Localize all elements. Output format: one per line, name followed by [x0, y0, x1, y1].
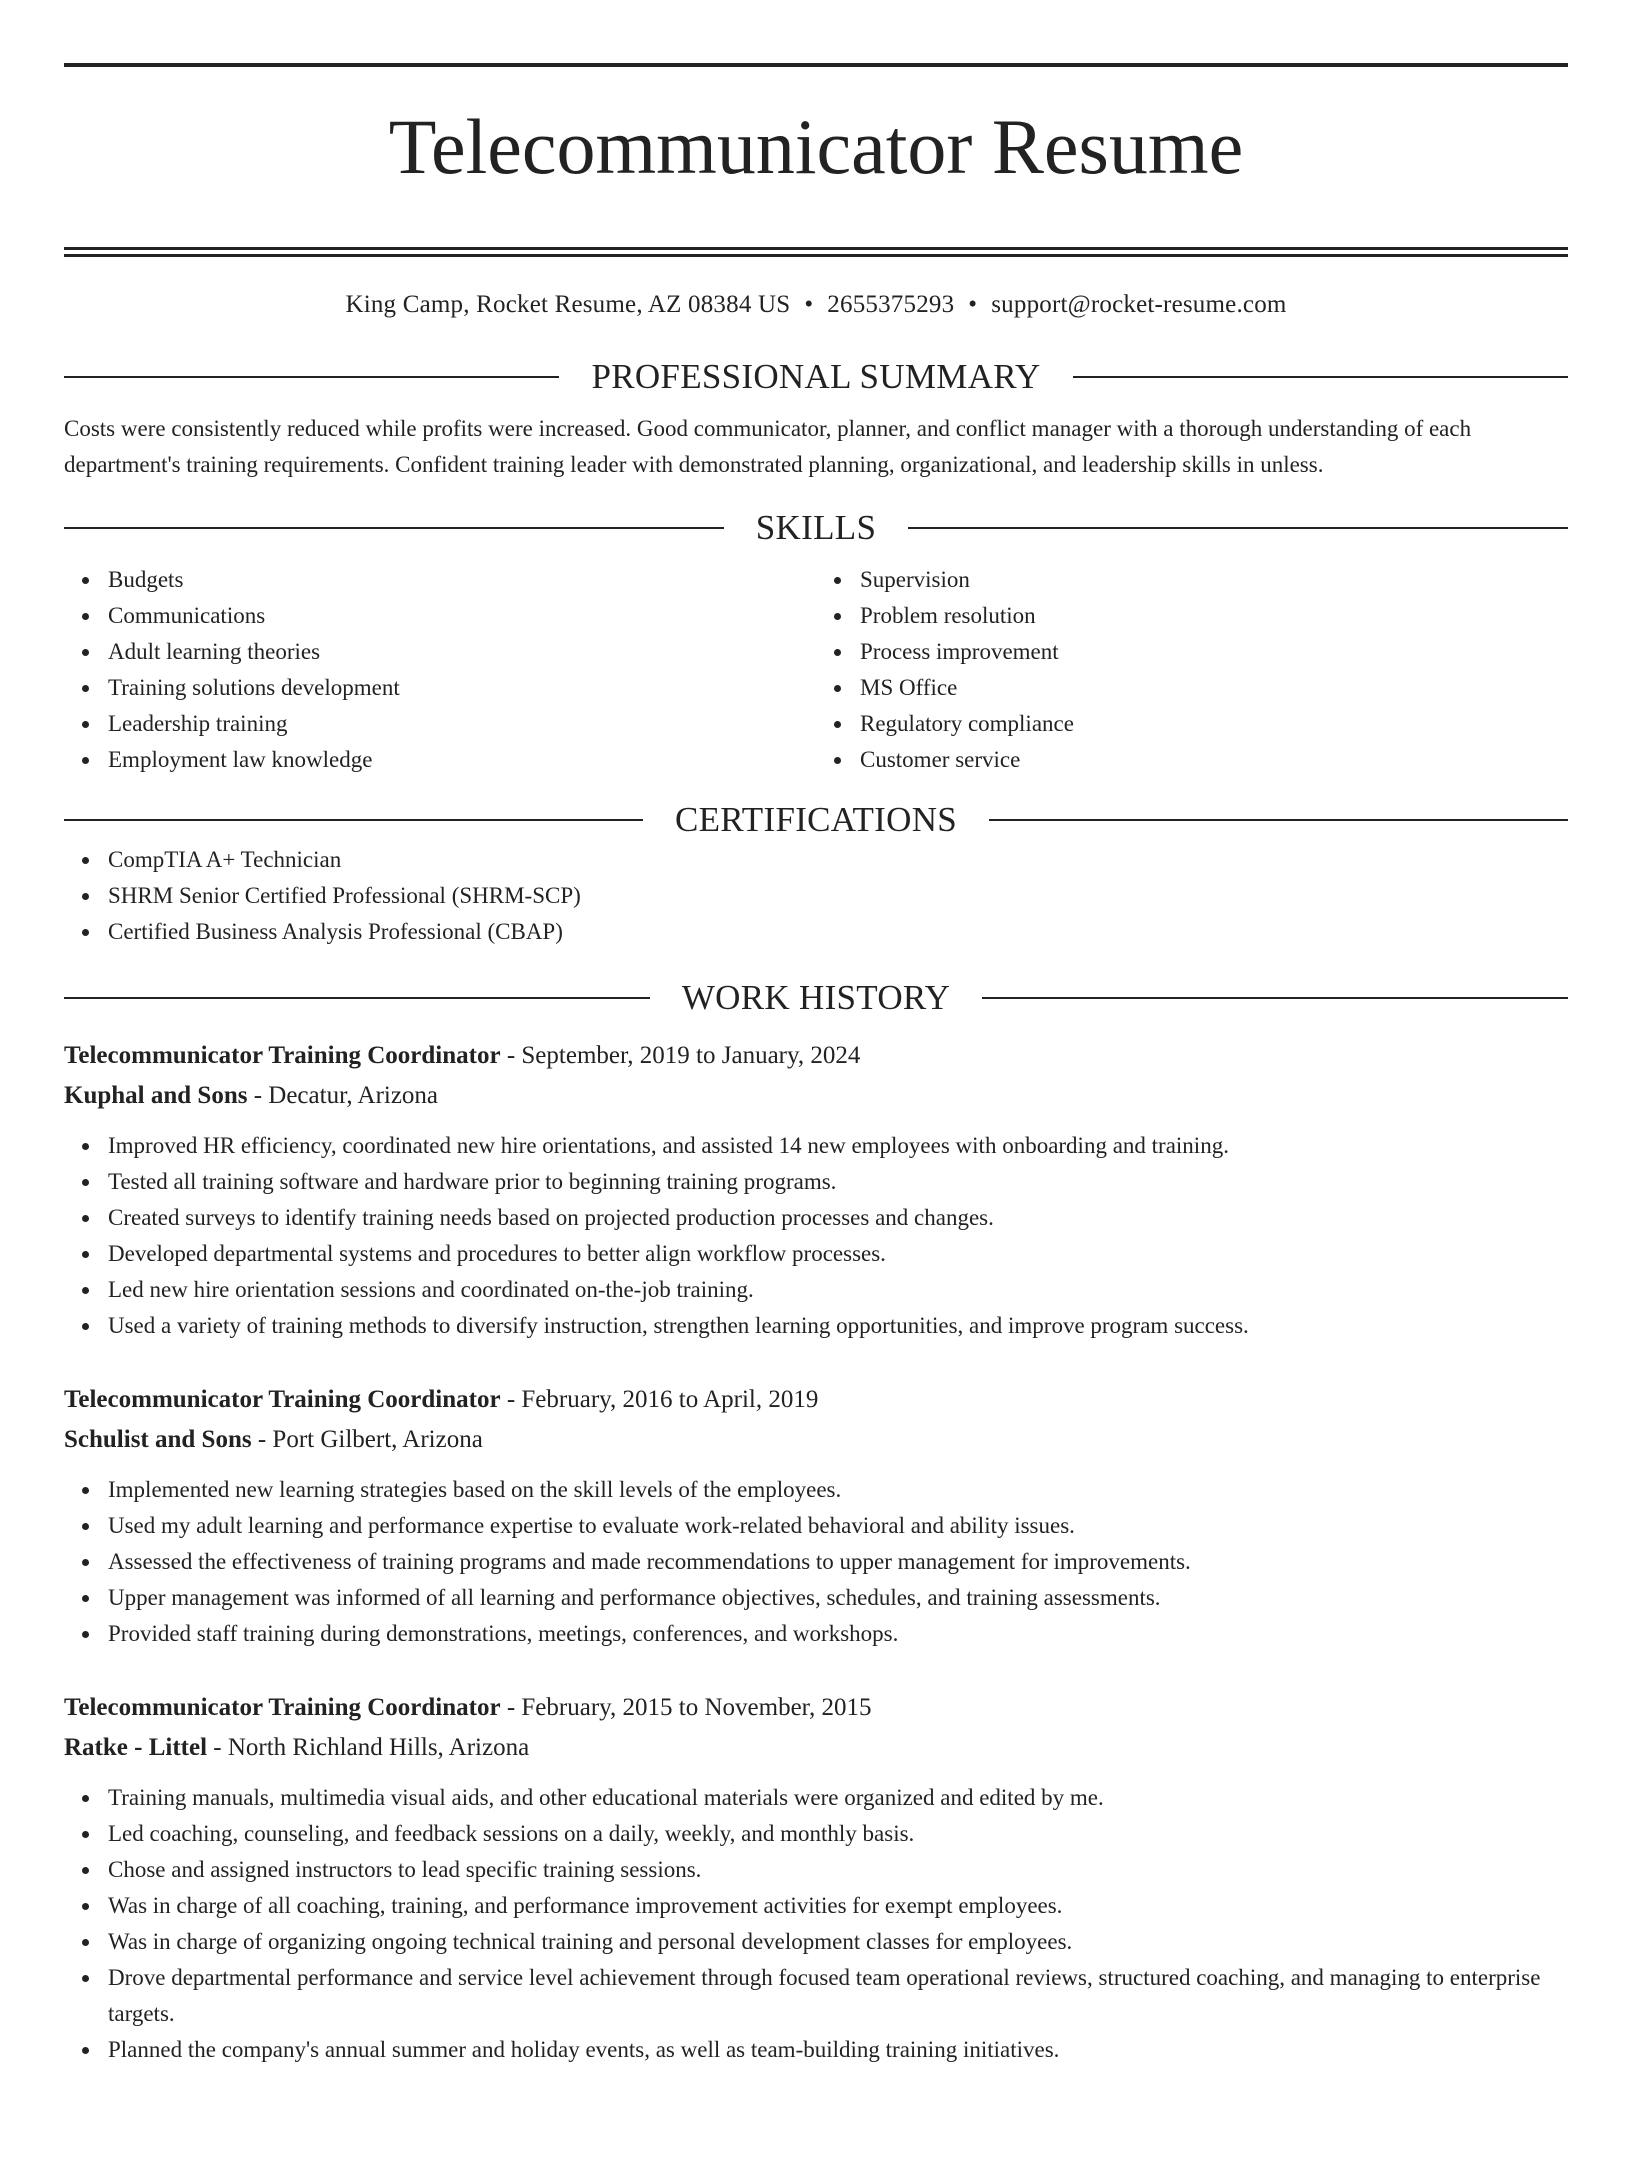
- job-location: - North Richland Hills, Arizona: [207, 1734, 530, 1762]
- section-header-certifications: [64, 798, 1568, 842]
- list-item: Led coaching, counseling, and feedback sessions on a daily, weekly, and monthly basis.: [108, 1816, 1568, 1852]
- summary-text: Costs were consistently reduced while profits were increased. Good communicator, planner, and conflict manager with a thorough understanding of each department's training requirements. Confident training leader with demonstrated planning, organizational, and leadership skills in unless.: [64, 416, 1472, 478]
- job-bullets: [64, 1128, 1568, 1344]
- list-item: CompTIA A+ Technician: [108, 842, 1568, 878]
- list-item: Created surveys to identify training needs based on projected production processes and changes.: [108, 1200, 1568, 1236]
- list-item: Was in charge of organizing ongoing technical training and personal development classes for employees.: [108, 1924, 1568, 1960]
- section-rule: [64, 819, 643, 821]
- list-item: Certified Business Analysis Professional (CBAP): [108, 914, 1568, 950]
- section-rule: [989, 819, 1568, 821]
- list-item: Chose and assigned instructors to lead specific training sessions.: [108, 1852, 1568, 1888]
- section-title-work-history: WORK HISTORY: [681, 978, 951, 1018]
- job-company-line: [64, 1728, 1568, 1768]
- section-title-summary: PROFESSIONAL SUMMARY: [591, 357, 1041, 397]
- list-item: Process improvement: [860, 634, 1568, 670]
- job-dates: - February, 2016 to April, 2019: [500, 1386, 819, 1414]
- list-item: SHRM Senior Certified Professional (SHRM-SCP): [108, 878, 1568, 914]
- certifications-list: [64, 842, 1568, 950]
- list-item: Employment law knowledge: [108, 742, 816, 778]
- resume-page: [0, 63, 1632, 2175]
- section-rule: [64, 997, 650, 999]
- skills-column-right: [816, 562, 1568, 778]
- skills-column-left: [64, 562, 816, 778]
- list-item: Tested all training software and hardware prior to beginning training programs.: [108, 1164, 1568, 1200]
- job-location: - Port Gilbert, Arizona: [251, 1426, 483, 1454]
- list-item: Developed departmental systems and procedures to better align workflow processes.: [108, 1236, 1568, 1272]
- list-item: Training manuals, multimedia visual aids, and other educational materials were organized and edited by me.: [108, 1780, 1568, 1816]
- list-item: Assessed the effectiveness of training programs and made recommendations to upper management for improvements.: [108, 1544, 1568, 1580]
- skills-list-left: [64, 562, 816, 778]
- list-item: Budgets: [108, 562, 816, 598]
- section-title-certifications: CERTIFICATIONS: [674, 800, 958, 840]
- list-item: Customer service: [860, 742, 1568, 778]
- top-rule: [64, 63, 1568, 67]
- job-company: Kuphal and Sons: [64, 1082, 248, 1110]
- list-item: Used a variety of training methods to diversify instruction, strengthen learning opportunities, and improve program success.: [108, 1308, 1568, 1344]
- section-title-skills: SKILLS: [755, 508, 877, 548]
- job-bullets: [64, 1472, 1568, 1652]
- job-entry: [64, 1380, 1568, 1652]
- list-item: Was in charge of all coaching, training, and performance improvement activities for exempt employees.: [108, 1888, 1568, 1924]
- section-rule: [64, 527, 724, 529]
- contact-separator: •: [968, 291, 978, 319]
- contact-email: support@rocket-resume.com: [991, 291, 1287, 319]
- job-location: - Decatur, Arizona: [247, 1082, 439, 1110]
- contact-line: [64, 289, 1568, 321]
- job-title-line: [64, 1688, 1568, 1728]
- job-bullets: [64, 1780, 1568, 2068]
- title-double-rule: [64, 247, 1568, 257]
- list-item: Upper management was informed of all learning and performance objectives, schedules, and training assessments.: [108, 1580, 1568, 1616]
- list-item: Led new hire orientation sessions and coordinated on-the-job training.: [108, 1272, 1568, 1308]
- job-title-line: [64, 1380, 1568, 1420]
- section-header-summary: [64, 355, 1568, 399]
- list-item: MS Office: [860, 670, 1568, 706]
- list-item: Provided staff training during demonstrations, meetings, conferences, and workshops.: [108, 1616, 1568, 1652]
- skills-grid: [64, 562, 1568, 778]
- job-entry: [64, 1688, 1568, 2068]
- contact-separator: •: [804, 291, 814, 319]
- list-item: Planned the company's annual summer and holiday events, as well as team-building training initiatives.: [108, 2032, 1568, 2068]
- job-company: Schulist and Sons: [64, 1426, 252, 1454]
- list-item: Improved HR efficiency, coordinated new hire orientations, and assisted 14 new employees with onboarding and training.: [108, 1128, 1568, 1164]
- list-item: Training solutions development: [108, 670, 816, 706]
- list-item: Communications: [108, 598, 816, 634]
- job-company: Ratke - Littel: [64, 1734, 208, 1762]
- job-company-line: [64, 1076, 1568, 1116]
- list-item: Problem resolution: [860, 598, 1568, 634]
- work-history-list: [64, 1036, 1568, 2068]
- list-item: Implemented new learning strategies based on the skill levels of the employees.: [108, 1472, 1568, 1508]
- contact-phone: 2655375293: [827, 291, 955, 319]
- job-title-line: [64, 1036, 1568, 1076]
- job-title: Telecommunicator Training Coordinator: [64, 1694, 501, 1722]
- list-item: Adult learning theories: [108, 634, 816, 670]
- job-title: Telecommunicator Training Coordinator: [64, 1386, 501, 1414]
- job-dates: - September, 2019 to January, 2024: [500, 1042, 861, 1070]
- job-dates: - February, 2015 to November, 2015: [500, 1694, 872, 1722]
- list-item: Regulatory compliance: [860, 706, 1568, 742]
- list-item: Used my adult learning and performance expertise to evaluate work-related behavioral and ability issues.: [108, 1508, 1568, 1544]
- skills-list-right: [816, 562, 1568, 778]
- section-rule: [982, 997, 1568, 999]
- list-item: Leadership training: [108, 706, 816, 742]
- list-item: Drove departmental performance and service level achievement through focused team operational reviews, structured coaching, and managing to enterprise targets.: [108, 1960, 1568, 2032]
- contact-address: King Camp, Rocket Resume, AZ 08384 US: [345, 291, 791, 319]
- section-rule: [64, 376, 559, 378]
- page-title: Telecommunicator Resume: [388, 103, 1244, 190]
- job-title: Telecommunicator Training Coordinator: [64, 1042, 501, 1070]
- section-rule: [908, 527, 1568, 529]
- section-rule: [1073, 376, 1568, 378]
- section-header-skills: [64, 506, 1568, 550]
- list-item: Supervision: [860, 562, 1568, 598]
- section-header-work-history: [64, 976, 1568, 1020]
- job-entry: [64, 1036, 1568, 1344]
- job-company-line: [64, 1420, 1568, 1460]
